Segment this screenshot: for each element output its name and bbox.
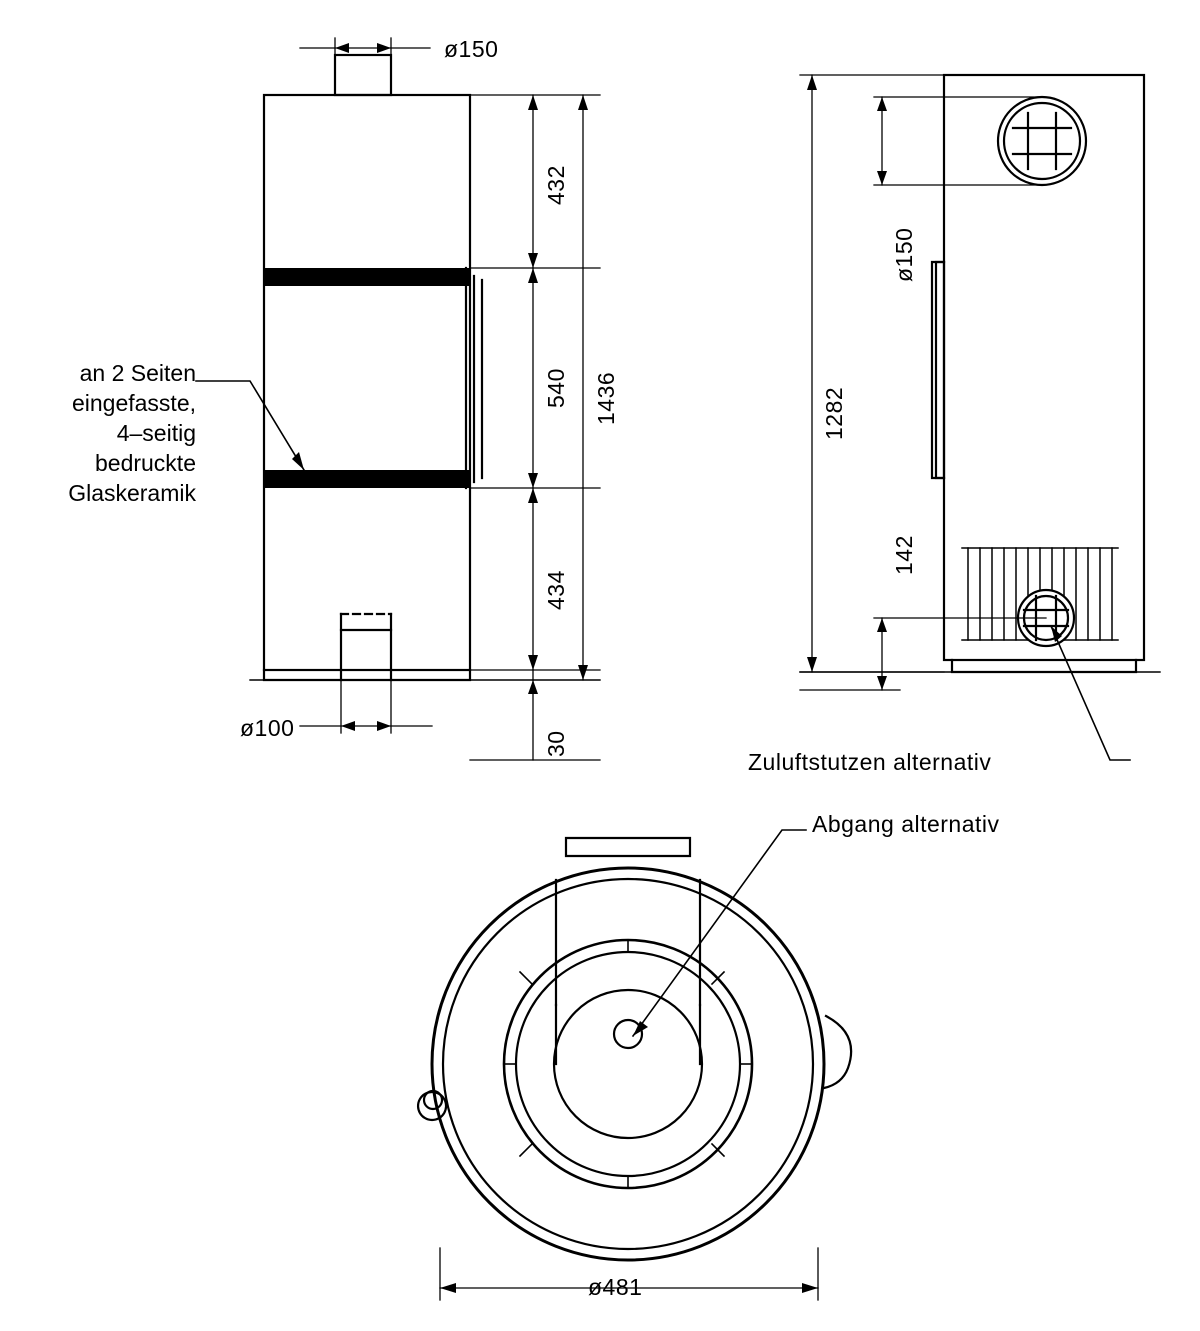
glass-note-line-2: eingefasste, [71,390,196,416]
dim-height-top-section: 432 [543,165,569,205]
dim-height-total: 1436 [593,371,619,425]
glass-note-leader [196,381,304,470]
glass-note-line-3: 4–seitig [116,420,196,446]
top-view-geometry [418,838,851,1260]
annotation-leaders [1051,626,1130,760]
glass-ceramic-note [0,358,196,508]
dim-flue-side: ø150 [891,227,917,282]
side-view-geometry [800,75,1160,672]
glass-note-line-4: bedruckte [94,450,196,476]
dim-height-lower-section: 434 [543,570,569,610]
glass-note-line-1: an 2 Seiten [79,360,196,386]
dim-height-air-inlet-side: 142 [891,535,917,575]
dim-air-inlet-bottom-front: ø100 [240,715,295,741]
glass-note-line-5: Glaskeramik [68,480,196,506]
annotation-outlet-alt: Abgang alternativ [812,811,1000,837]
side-view-dimensions [800,75,1046,690]
annotation-air-inlet-alt: Zuluftstutzen alternativ [748,749,992,775]
dim-diameter-top: ø481 [588,1274,643,1300]
outlet-leader [633,830,806,1036]
dim-flue-top-front: ø150 [444,36,499,62]
dim-height-side-total: 1282 [821,386,847,440]
dim-base-gap: 30 [543,730,569,757]
dim-height-glass-section: 540 [543,368,569,408]
